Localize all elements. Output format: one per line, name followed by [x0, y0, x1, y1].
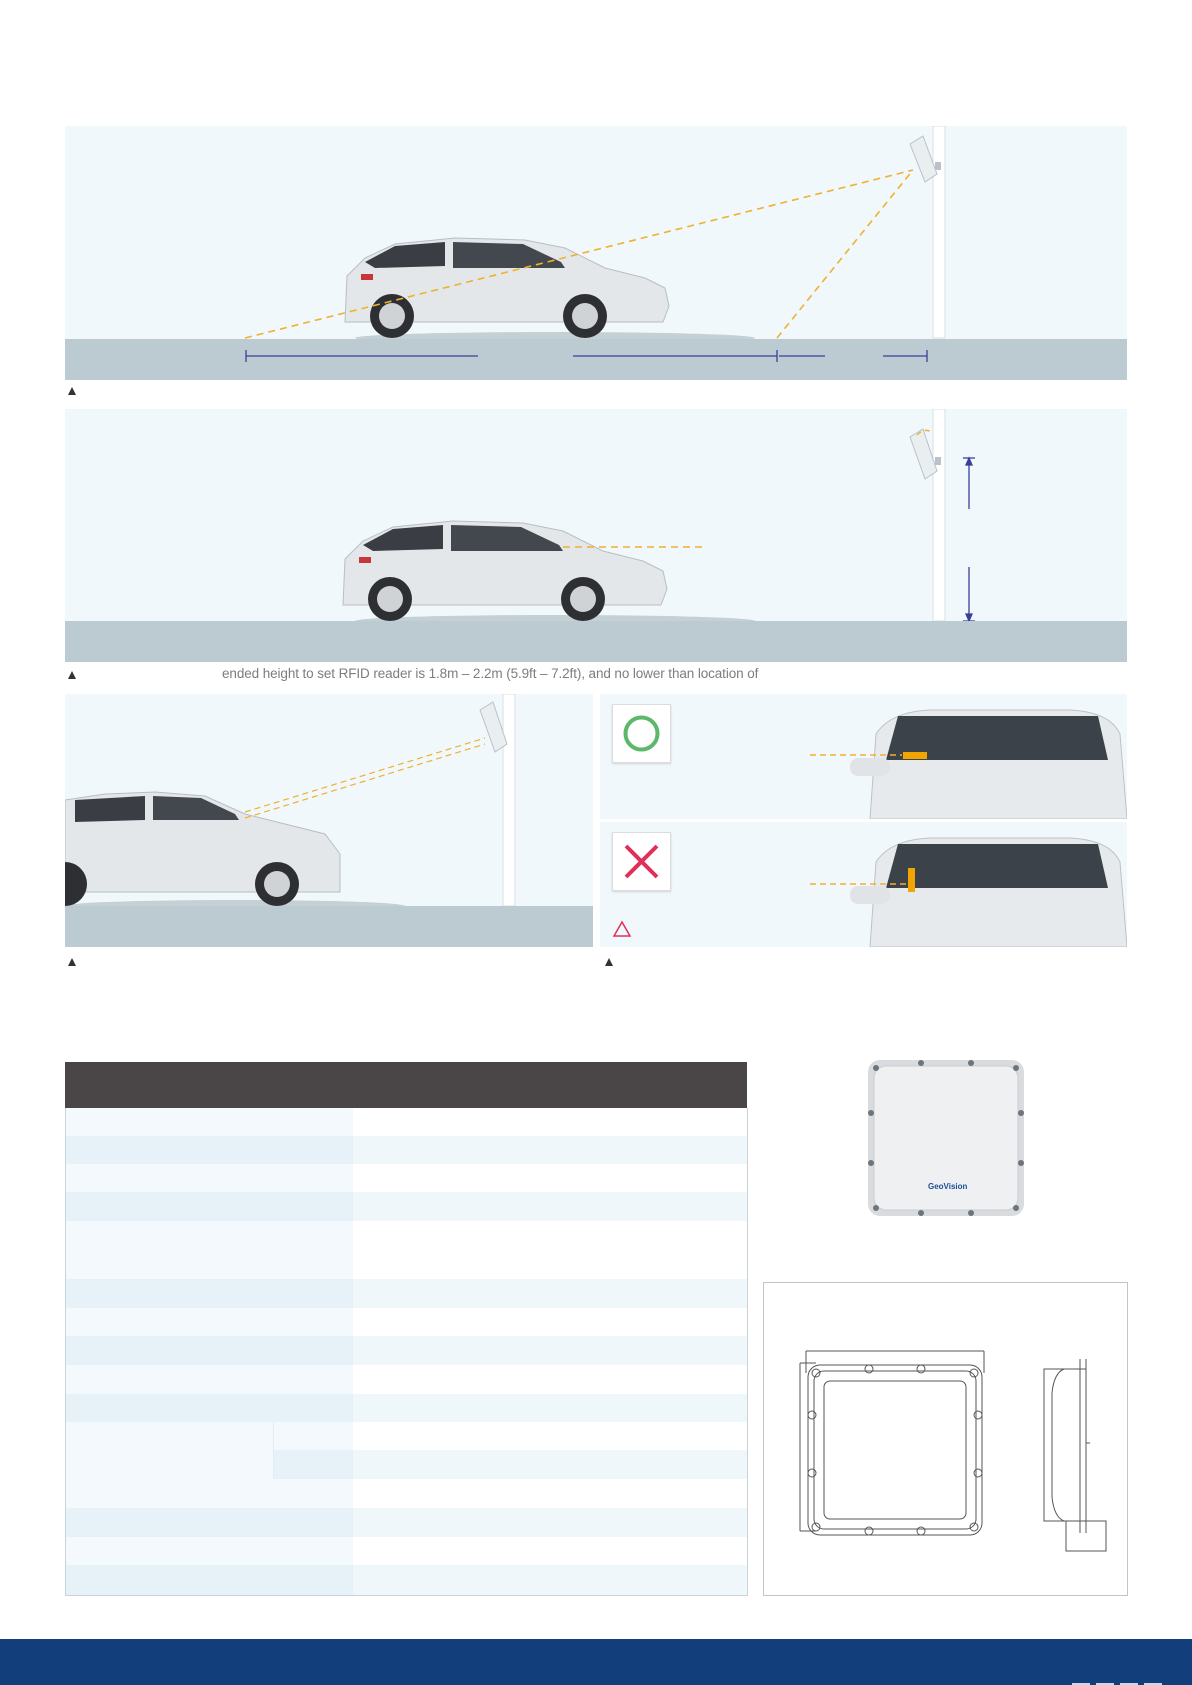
- circle-check-icon: [613, 705, 670, 762]
- ground-strip: [65, 621, 1127, 662]
- footer-page-marks: [1072, 1679, 1182, 1685]
- dimension-drawing: [763, 1282, 1128, 1596]
- front-car-correct-illustration: [600, 694, 1127, 819]
- table-row: [66, 1336, 747, 1365]
- table-row: [66, 1565, 747, 1595]
- figure-4-correct-panel: [600, 694, 1127, 819]
- brand-logo: GeoVision: [928, 1182, 968, 1191]
- spec-table-header: [65, 1062, 747, 1108]
- cross-icon: [613, 833, 670, 890]
- caption-triangle-icon: [68, 387, 76, 395]
- correct-mark-box: [612, 704, 671, 763]
- figure-2-caption: ended height to set RFID reader is 1.8m – 2.2m (5.9ft – 7.2ft), and no lower than location of: [222, 666, 759, 681]
- rfid-reader-product-image: [866, 1058, 1026, 1218]
- wrong-mark-box: [612, 832, 671, 891]
- caption-triangle-icon: [68, 958, 76, 966]
- ground-strip: [65, 339, 1127, 380]
- table-row: [66, 1537, 747, 1565]
- footer-bar: [0, 1639, 1192, 1685]
- figure-4-wrong-panel: [600, 822, 1127, 947]
- figure-2-panel: [65, 409, 1127, 662]
- dimension-drawing-svg: [764, 1283, 1127, 1595]
- table-row: [66, 1394, 747, 1422]
- figure-3-panel: [65, 694, 593, 947]
- table-row: [66, 1108, 747, 1136]
- table-row: [66, 1279, 747, 1308]
- spec-table: [65, 1108, 748, 1596]
- car-side-illustration: [345, 238, 669, 338]
- table-row: [66, 1308, 747, 1336]
- figure-1-panel: [65, 126, 1127, 380]
- ground-strip: [65, 906, 593, 947]
- caption-triangle-icon: [68, 671, 76, 679]
- table-row: [66, 1422, 747, 1479]
- table-row: [66, 1508, 747, 1537]
- front-car-wrong-illustration: [600, 822, 1127, 947]
- table-row: [66, 1136, 747, 1164]
- caption-triangle-icon: [605, 958, 613, 966]
- table-row: [66, 1479, 747, 1508]
- car-side-illustration: [343, 521, 667, 621]
- table-row: [66, 1192, 747, 1221]
- warning-triangle-icon: [612, 920, 632, 938]
- product-photo: [866, 1058, 1026, 1218]
- car-side-illustration: [65, 792, 340, 906]
- table-row: [66, 1221, 747, 1279]
- table-row: [66, 1365, 747, 1394]
- table-row: [66, 1164, 747, 1192]
